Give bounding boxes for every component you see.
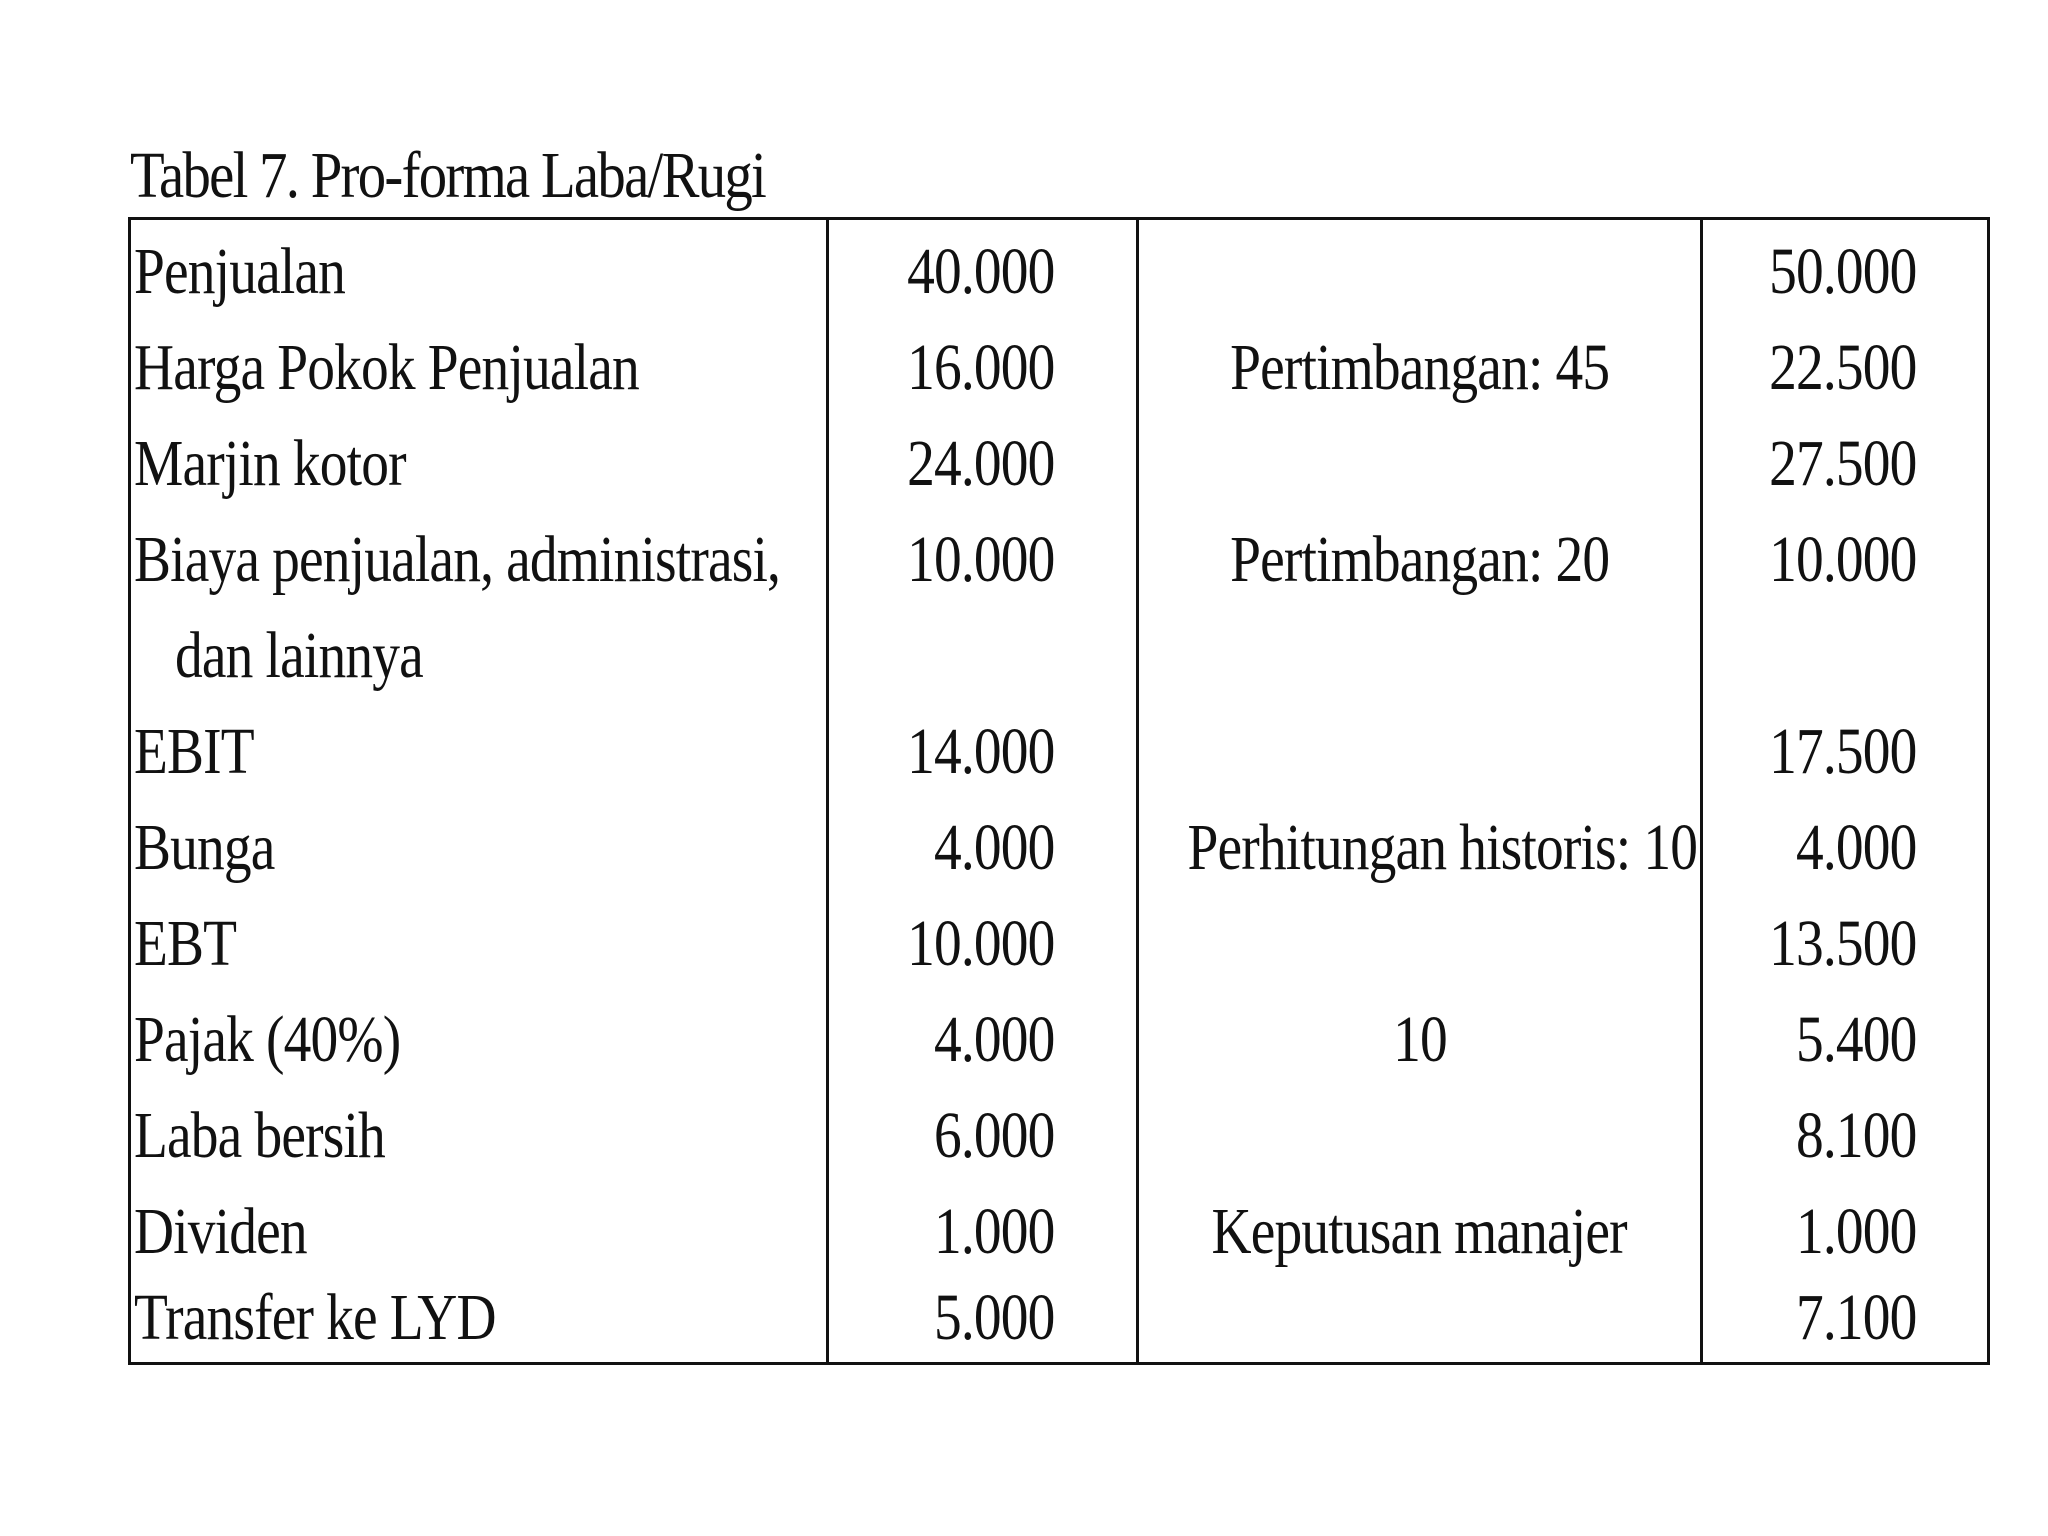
row-note: [1139, 1270, 1700, 1366]
value-year-1: 24.000: [906, 427, 1054, 500]
value-year-2: 1.000: [1795, 1195, 1916, 1268]
value-year-1: 14.000: [906, 715, 1054, 788]
table-row: [0, 704, 2048, 800]
row-label: Marjin kotor: [134, 427, 406, 500]
row-label: Dividen: [134, 1195, 307, 1268]
value-year-1: 5.000: [933, 1281, 1054, 1354]
row-label: Pajak (40%): [134, 1003, 401, 1076]
table-row: [0, 224, 2048, 320]
table-row: [0, 896, 2048, 992]
row-label: EBT: [134, 907, 237, 980]
row-note: [1139, 416, 1700, 512]
table-row: [0, 1270, 2048, 1366]
row-note: Pertimbangan: 20: [1229, 523, 1610, 596]
value-year-1: 4.000: [933, 1003, 1054, 1076]
value-year-2: 17.500: [1768, 715, 1916, 788]
table-row: [0, 800, 2048, 896]
value-year-1: 40.000: [906, 235, 1054, 308]
row-label: Penjualan: [134, 235, 346, 308]
row-label: Biaya penjualan, administrasi,: [134, 523, 781, 596]
value-year-2: 5.400: [1795, 1003, 1916, 1076]
row-label-continuation: dan lainnya: [175, 619, 423, 692]
table-row: [0, 992, 2048, 1088]
row-note: [1139, 1088, 1700, 1184]
value-year-2: 13.500: [1768, 907, 1916, 980]
row-label: Bunga: [134, 811, 275, 884]
row-note: Pertimbangan: 45: [1229, 331, 1610, 404]
table-row-continuation: [0, 608, 2048, 704]
table-row: [0, 416, 2048, 512]
value-year-1: 16.000: [906, 331, 1054, 404]
value-year-2: 8.100: [1795, 1099, 1916, 1172]
row-note: [1139, 896, 1700, 992]
value-year-1: 4.000: [933, 811, 1054, 884]
row-label: Harga Pokok Penjualan: [134, 331, 639, 404]
table-row: [0, 1088, 2048, 1184]
table-row: [0, 512, 2048, 608]
value-year-1: 10.000: [906, 907, 1054, 980]
row-note: Keputusan manajer: [1211, 1195, 1628, 1268]
value-year-2: 27.500: [1768, 427, 1916, 500]
row-label: Transfer ke LYD: [134, 1281, 496, 1354]
row-note: 10: [1392, 1003, 1447, 1076]
value-year-2: 4.000: [1795, 811, 1916, 884]
value-year-1: 1.000: [933, 1195, 1054, 1268]
row-note: [1139, 704, 1700, 800]
row-note: [1139, 224, 1700, 320]
table-title: Tabel 7. Pro-forma Laba/Rugi: [130, 139, 766, 212]
value-year-2: 22.500: [1768, 331, 1916, 404]
row-label: EBIT: [134, 715, 254, 788]
table-row: [0, 1184, 2048, 1280]
value-year-2: 7.100: [1795, 1281, 1916, 1354]
table-row: [0, 320, 2048, 416]
value-year-2: 10.000: [1768, 523, 1916, 596]
row-note: Perhitungan historis: 10: [1187, 811, 1698, 884]
value-year-2: 50.000: [1768, 235, 1916, 308]
value-year-1: 6.000: [933, 1099, 1054, 1172]
value-year-1: 10.000: [906, 523, 1054, 596]
row-label: Laba bersih: [134, 1099, 385, 1172]
